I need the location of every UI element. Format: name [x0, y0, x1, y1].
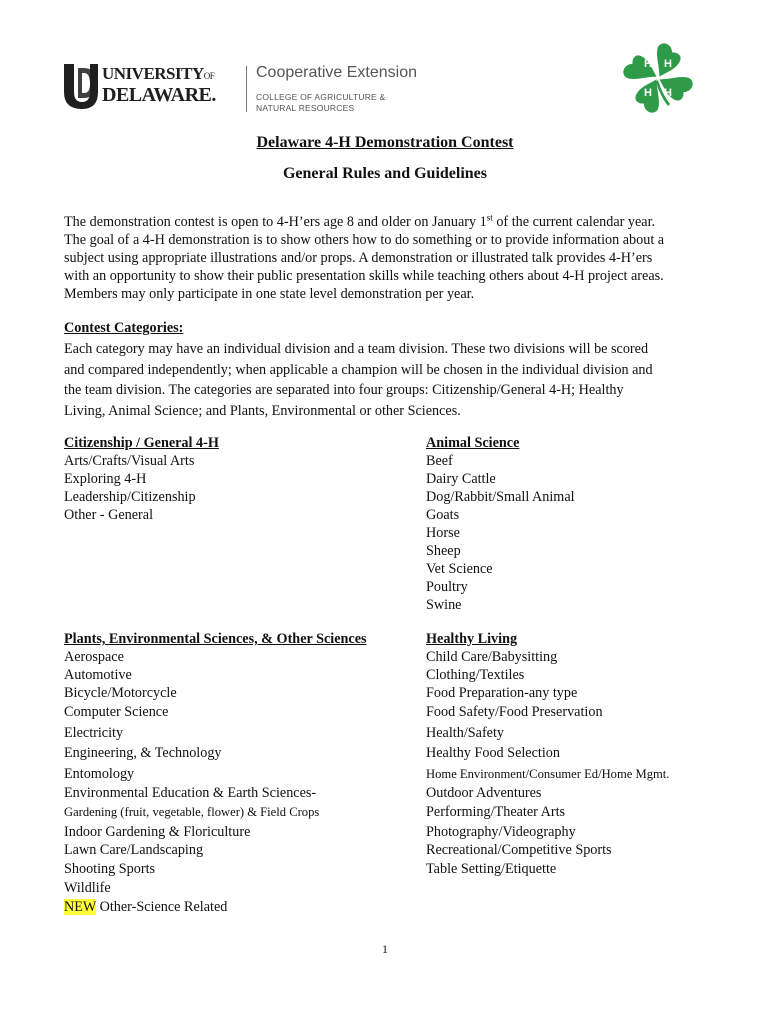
- intro-line: Members may only participate in one state level demonstration per year.: [64, 286, 475, 302]
- logo-divider: [246, 66, 247, 112]
- list-item: Child Care/Babysitting: [426, 649, 558, 665]
- list-item: Dog/Rabbit/Small Animal: [426, 489, 575, 505]
- healthy-living-heading: Healthy Living: [426, 631, 518, 647]
- document-subtitle: General Rules and Guidelines: [282, 165, 488, 182]
- list-item: Healthy Food Selection: [426, 745, 560, 761]
- list-item: Entomology: [64, 765, 135, 782]
- list-item: Poultry: [426, 579, 468, 595]
- healthy-living-list: [426, 630, 669, 879]
- list-item: Food Preparation-any type: [426, 685, 578, 701]
- citizenship-list: [64, 434, 219, 524]
- categories-paragraph: [64, 339, 714, 421]
- list-item: Outdoor Adventures: [426, 785, 542, 801]
- list-item: Dairy Cattle: [426, 471, 496, 487]
- page-number: 1: [382, 942, 388, 956]
- university-wordmark-line1: UNIVERSITYOF: [102, 64, 215, 83]
- citizenship-heading: Citizenship / General 4-H: [64, 435, 219, 451]
- list-item: Wildlife: [64, 880, 111, 896]
- plants-sciences-heading: Plants, Environmental Sciences, & Other Sciences: [64, 631, 367, 647]
- clover-letter: H: [664, 58, 672, 70]
- list-item: Bicycle/Motorcycle: [64, 685, 177, 701]
- categories-line: Each category may have an individual division and a team division. These two divisions will be scored: [64, 341, 649, 357]
- new-highlight-badge: NEW: [64, 899, 97, 915]
- list-item: Performing/Theater Arts: [426, 804, 566, 820]
- extension-subtitle-line2: NATURAL RESOURCES: [256, 103, 355, 113]
- extension-subtitle-line1: COLLEGE OF AGRICULTURE &: [256, 92, 386, 102]
- list-item: Home Environment/Consumer Ed/Home Mgmt.: [426, 766, 670, 781]
- list-item: Lawn Care/Landscaping: [64, 841, 204, 858]
- list-item: Computer Science: [64, 704, 169, 720]
- list-item: Shooting Sports: [64, 860, 156, 877]
- intro-line: subject using appropriate illustrations and/or props. A demonstration or illustrated talk provides 4-H’ers: [64, 250, 653, 266]
- list-item: Health/Safety: [426, 724, 505, 741]
- ud-monogram-icon: [62, 62, 102, 110]
- list-item: Engineering, & Technology: [64, 745, 222, 761]
- list-item: Table Setting/Etiquette: [426, 860, 557, 877]
- list-item: Clothing/Textiles: [426, 667, 525, 683]
- list-item-new: NEW Other-Science Related: [64, 899, 228, 915]
- list-item: Other - General: [64, 507, 154, 523]
- list-item: Electricity: [64, 724, 124, 741]
- clover-letter: H: [644, 58, 652, 70]
- university-logo: [62, 62, 417, 114]
- list-item: Goats: [426, 507, 460, 523]
- list-item: Automotive: [64, 667, 132, 683]
- intro-line: The goal of a 4-H demonstration is to show others how to do something or to provide information about a: [64, 232, 665, 248]
- list-item: Swine: [426, 597, 462, 613]
- four-h-clover-icon: [622, 42, 694, 114]
- list-item: Food Safety/Food Preservation: [426, 704, 603, 720]
- plants-sciences-list: [64, 630, 367, 918]
- intro-line: The demonstration contest is open to 4-H’ers age 8 and older on January 1st of the current calendar year.: [64, 212, 656, 230]
- clover-letter: H: [644, 87, 652, 99]
- extension-title: Cooperative Extension: [256, 64, 417, 81]
- clover-letter: H: [664, 87, 672, 99]
- animal-science-list: [426, 434, 575, 614]
- list-item: Gardening (fruit, vegetable, flower) & Field Crops: [64, 805, 320, 819]
- list-item: Arts/Crafts/Visual Arts: [64, 453, 195, 469]
- list-item: Environmental Education & Earth Sciences-: [64, 785, 317, 801]
- categories-heading: Contest Categories:: [64, 320, 184, 336]
- document-title: Delaware 4-H Demonstration Contest: [256, 134, 514, 151]
- list-item: Photography/Videography: [426, 823, 576, 840]
- list-item: Sheep: [426, 543, 461, 559]
- list-item: Vet Science: [426, 561, 493, 577]
- categories-line: Living, Animal Science; and Plants, Environmental or other Sciences.: [64, 402, 461, 419]
- intro-line: with an opportunity to show their public presentation skills while teaching others about 4-H project areas.: [64, 268, 664, 284]
- list-item: Aerospace: [64, 649, 124, 665]
- animal-science-heading: Animal Science: [426, 435, 520, 451]
- list-item: Recreational/Competitive Sports: [426, 841, 612, 858]
- list-item: Indoor Gardening & Floriculture: [64, 823, 251, 840]
- categories-line: the team division. The categories are separated into four groups: Citizenship/General 4-H; Healthy: [64, 382, 624, 398]
- list-item: Leadership/Citizenship: [64, 489, 196, 505]
- categories-line: and compared independently; when applicable a champion will be chosen in the individual division and: [64, 361, 653, 378]
- list-item: Beef: [426, 453, 453, 469]
- intro-paragraph: [64, 213, 714, 303]
- list-item: Exploring 4-H: [64, 471, 147, 487]
- list-item: Horse: [426, 525, 460, 541]
- university-wordmark-line2: DELAWARE.: [102, 84, 216, 106]
